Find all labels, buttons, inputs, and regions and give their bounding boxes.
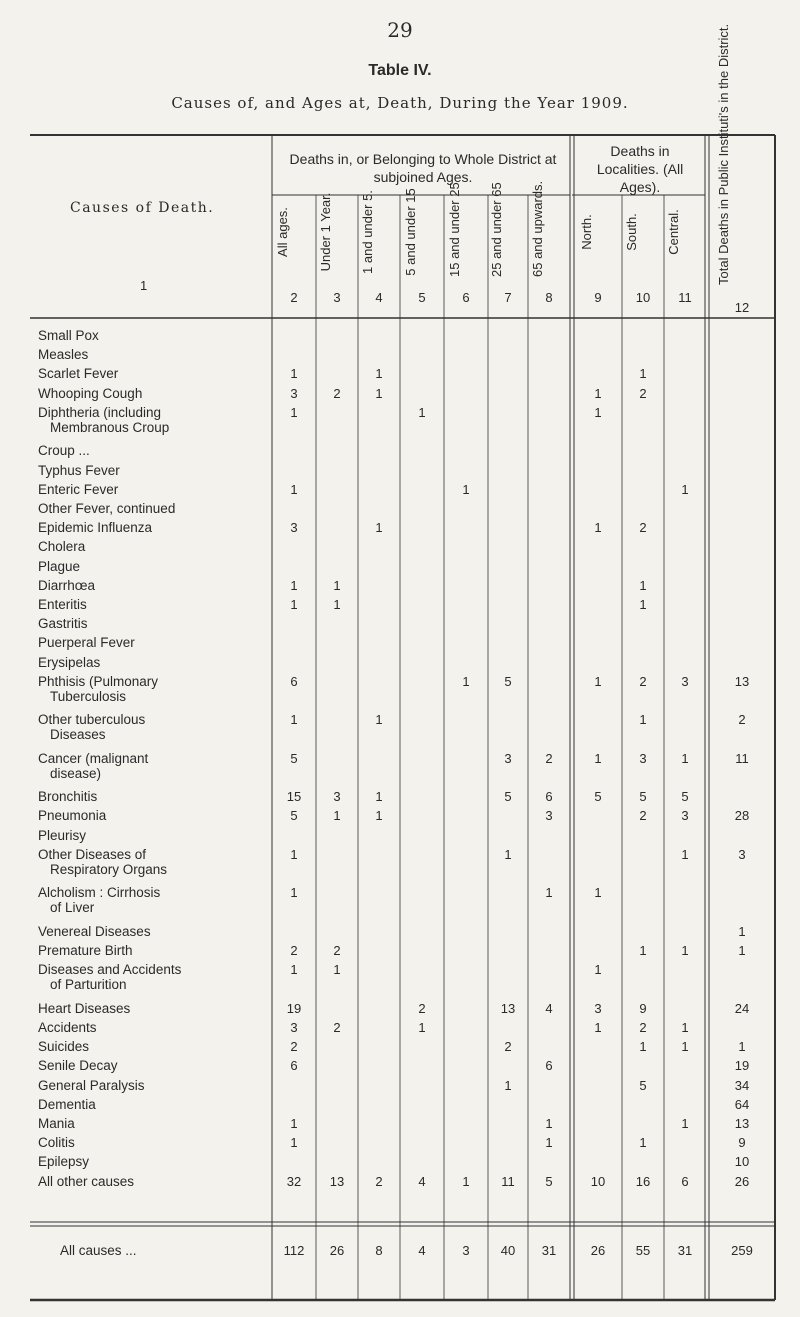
row-label bbox=[38, 751, 148, 781]
table-cell: 11 bbox=[501, 1173, 515, 1189]
table-cell: 1 bbox=[594, 385, 602, 401]
row-label bbox=[38, 847, 167, 877]
table-cell: 4 bbox=[418, 1173, 426, 1189]
table-cell: 13 bbox=[734, 673, 750, 689]
table-cell: 1 bbox=[462, 1173, 470, 1189]
table-cell: 5 bbox=[594, 789, 602, 805]
table-cell: 3 bbox=[504, 750, 512, 766]
row-label bbox=[38, 1135, 75, 1150]
table-cell: 1 bbox=[290, 1115, 298, 1131]
table-cell: 1 bbox=[290, 846, 298, 862]
row-label bbox=[38, 366, 118, 381]
column-number-12: 12 bbox=[734, 300, 750, 315]
row-label-line1: Epidemic Influenza bbox=[38, 520, 153, 536]
causes-column-number: 1 bbox=[140, 278, 148, 293]
row-label bbox=[38, 789, 97, 804]
table-cell: 1 bbox=[375, 789, 383, 805]
table-cell: 15 bbox=[286, 789, 302, 805]
table-cell: 2 bbox=[738, 712, 746, 728]
row-label-line1: Erysipelas bbox=[38, 654, 101, 670]
row-label-line1: Diarrhœa bbox=[38, 577, 96, 593]
column-header-4: 1 and under 5. bbox=[360, 190, 375, 274]
table-cell: 6 bbox=[290, 673, 298, 689]
table-cell: 2 bbox=[333, 943, 341, 958]
table-cell: 1 bbox=[738, 923, 746, 939]
table-cell: 26 bbox=[734, 1173, 750, 1189]
table-cell: 9 bbox=[639, 1000, 647, 1016]
table-cell: 5 bbox=[681, 789, 689, 805]
column-number-7: 7 bbox=[504, 290, 512, 305]
totals-cell: 31 bbox=[541, 1243, 557, 1258]
table-cell: 24 bbox=[734, 1000, 750, 1016]
column-header-7: 25 and under 65 bbox=[489, 182, 504, 277]
table-cell: 1 bbox=[639, 712, 647, 728]
table-cell: 1 bbox=[681, 1019, 689, 1035]
table-cell: 1 bbox=[504, 1077, 512, 1093]
table-cell: 34 bbox=[734, 1077, 750, 1093]
row-label-line1: Diphtheria (including bbox=[38, 404, 162, 420]
table-cell: 1 bbox=[738, 943, 746, 958]
row-label-line1: Other tuberculous bbox=[38, 712, 146, 728]
page-number: 29 bbox=[387, 18, 413, 42]
row-label bbox=[38, 328, 99, 343]
totals-label: All causes ... bbox=[60, 1243, 137, 1258]
table-cell: 4 bbox=[545, 1000, 553, 1016]
table-cell: 3 bbox=[545, 808, 553, 824]
table-cell: 1 bbox=[639, 1039, 647, 1055]
table-cell: 2 bbox=[333, 385, 341, 401]
table-cell: 1 bbox=[681, 1039, 689, 1055]
totals-cell: 55 bbox=[635, 1243, 651, 1258]
row-label bbox=[38, 1097, 96, 1112]
row-label-line1: Whooping Cough bbox=[38, 385, 143, 401]
row-label bbox=[38, 1039, 89, 1054]
table-cell: 1 bbox=[594, 750, 602, 766]
row-label-line1: General Paralysis bbox=[38, 1077, 145, 1093]
column-number-2: 2 bbox=[290, 290, 298, 305]
totals-cell: 4 bbox=[418, 1243, 426, 1258]
table-cell: 28 bbox=[734, 808, 750, 824]
table-cell: 2 bbox=[545, 750, 553, 766]
row-label-line1: Premature Birth bbox=[38, 943, 133, 958]
table-cell: 3 bbox=[290, 1019, 298, 1035]
row-label bbox=[38, 539, 85, 554]
table-cell: 1 bbox=[639, 577, 647, 593]
table-cell: 2 bbox=[290, 1039, 298, 1055]
row-label-line1: Alcholism : Cirrhosis bbox=[38, 885, 161, 901]
totals-cell: 8 bbox=[375, 1243, 383, 1258]
row-label-line1: Heart Diseases bbox=[38, 1000, 131, 1016]
column-number-5: 5 bbox=[418, 290, 426, 305]
row-label bbox=[38, 1020, 97, 1035]
row-label bbox=[38, 482, 118, 497]
row-label-line1: Puerperal Fever bbox=[38, 635, 135, 651]
table-cell: 1 bbox=[290, 577, 298, 593]
table-cell: 10 bbox=[734, 1154, 750, 1170]
row-label-line1: Small Pox bbox=[38, 328, 99, 343]
table-cell: 1 bbox=[738, 1039, 746, 1055]
row-label bbox=[38, 885, 160, 915]
row-label bbox=[38, 1154, 89, 1169]
table-cell: 5 bbox=[290, 750, 298, 766]
column-header-11: Central. bbox=[666, 209, 681, 255]
table-cell: 6 bbox=[681, 1173, 689, 1189]
row-label bbox=[38, 635, 135, 650]
row-label-line1: Enteric Fever bbox=[38, 481, 119, 497]
table-cell: 6 bbox=[545, 1058, 553, 1074]
table-cell: 2 bbox=[333, 1019, 341, 1035]
row-label-line2: disease) bbox=[50, 765, 102, 781]
row-label-line1: Colitis bbox=[38, 1135, 75, 1151]
ages-group-header: Deaths in, or Belonging to Whole District at subjoined Ages. bbox=[289, 151, 557, 185]
table-cell: 1 bbox=[545, 1135, 553, 1151]
row-label-line1: Cholera bbox=[38, 539, 86, 555]
table-cell: 2 bbox=[290, 943, 298, 958]
row-label bbox=[38, 655, 100, 670]
table-cell: 2 bbox=[418, 1000, 426, 1016]
table-cell: 9 bbox=[738, 1135, 746, 1151]
totals-cell: 3 bbox=[462, 1243, 470, 1258]
row-label-line1: Phthisis (Pulmonary bbox=[38, 673, 159, 689]
table-cell: 1 bbox=[333, 962, 341, 978]
table-cell: 1 bbox=[594, 520, 602, 536]
table-cell: 6 bbox=[545, 789, 553, 805]
table-cell: 1 bbox=[681, 481, 689, 497]
table-cell: 1 bbox=[375, 366, 383, 382]
row-label bbox=[38, 463, 120, 478]
row-label bbox=[38, 1001, 130, 1016]
table-cell: 1 bbox=[594, 404, 602, 420]
totals-cell: 26 bbox=[590, 1243, 606, 1258]
table-cell: 1 bbox=[290, 962, 298, 978]
row-label-line1: Enteritis bbox=[38, 596, 87, 612]
row-label bbox=[38, 559, 80, 574]
table-cell: 1 bbox=[333, 596, 341, 612]
table-cell: 6 bbox=[290, 1058, 298, 1074]
table-cell: 13 bbox=[500, 1000, 516, 1016]
table-cell: 1 bbox=[290, 885, 298, 901]
row-label-line1: Dementia bbox=[38, 1096, 96, 1112]
column-header-10: South. bbox=[624, 213, 639, 251]
table-cell: 2 bbox=[504, 1039, 512, 1055]
causes-of-death-header: Causes of Death. bbox=[70, 200, 215, 216]
column-number-4: 4 bbox=[375, 290, 383, 305]
table-cell: 64 bbox=[734, 1096, 750, 1112]
table-cell: 1 bbox=[375, 712, 383, 728]
column-number-3: 3 bbox=[333, 290, 341, 305]
row-label-line2: of Liver bbox=[50, 900, 95, 916]
table-cell: 5 bbox=[639, 1077, 647, 1093]
row-label-line1: Scarlet Fever bbox=[38, 366, 119, 382]
table-cell: 1 bbox=[375, 385, 383, 401]
table-cell: 5 bbox=[639, 789, 647, 805]
column-header-2: All ages. bbox=[275, 207, 290, 257]
table-cell: 1 bbox=[504, 846, 512, 862]
table-cell: 2 bbox=[639, 1019, 647, 1035]
table-cell: 1 bbox=[333, 577, 341, 593]
table-cell: 11 bbox=[735, 750, 749, 766]
row-label bbox=[38, 578, 95, 593]
table-subtitle: Causes of, and Ages at, Death, During the Year 1909. bbox=[171, 94, 629, 112]
table-cell: 3 bbox=[681, 808, 689, 824]
column-header-5: 5 and under 15 bbox=[403, 188, 418, 276]
row-label bbox=[38, 597, 87, 612]
table-cell: 3 bbox=[681, 673, 689, 689]
row-label-line1: Accidents bbox=[38, 1019, 97, 1035]
table-cell: 1 bbox=[290, 481, 298, 497]
row-label bbox=[38, 924, 151, 939]
row-label bbox=[38, 501, 175, 516]
table-cell: 1 bbox=[375, 808, 383, 824]
table-title: Table IV. bbox=[368, 62, 432, 79]
row-label-line1: Epilepsy bbox=[38, 1154, 90, 1170]
row-label-line1: Mania bbox=[38, 1115, 75, 1131]
column-number-8: 8 bbox=[545, 290, 553, 305]
table-cell: 19 bbox=[286, 1000, 302, 1016]
row-label bbox=[38, 674, 158, 704]
row-label-line1: Measles bbox=[38, 347, 89, 363]
table-cell: 2 bbox=[639, 808, 647, 824]
row-label-line1: Pneumonia bbox=[38, 808, 107, 824]
row-label bbox=[38, 943, 133, 958]
row-label-line2: Membranous Croup bbox=[50, 419, 170, 435]
table-cell: 2 bbox=[375, 1173, 383, 1189]
table-cell: 1 bbox=[639, 366, 647, 382]
row-label-line1: Other Fever, continued bbox=[38, 500, 176, 516]
row-label bbox=[38, 443, 90, 458]
row-label-line1: Gastritis bbox=[38, 616, 88, 632]
table-cell: 1 bbox=[418, 404, 426, 420]
table-cell: 32 bbox=[286, 1173, 302, 1189]
table-cell: 3 bbox=[290, 385, 298, 401]
row-label bbox=[38, 616, 88, 631]
row-label-line1: Plague bbox=[38, 558, 81, 574]
table-cell: 3 bbox=[594, 1000, 602, 1016]
table-cell: 16 bbox=[635, 1173, 651, 1189]
table-cell: 1 bbox=[639, 943, 647, 958]
table-cell: 1 bbox=[594, 962, 602, 978]
table-cell: 3 bbox=[290, 520, 298, 536]
table-cell: 5 bbox=[504, 673, 512, 689]
table-cell: 13 bbox=[329, 1173, 345, 1189]
row-label bbox=[38, 405, 169, 435]
table-cell: 1 bbox=[290, 1135, 298, 1151]
row-label-line1: All other causes bbox=[38, 1173, 135, 1189]
table-cell: 1 bbox=[290, 366, 298, 382]
table-cell: 10 bbox=[590, 1173, 606, 1189]
row-label-line1: Diseases and Accidents bbox=[38, 962, 182, 978]
row-label bbox=[38, 1058, 118, 1073]
row-label bbox=[38, 1078, 145, 1093]
table-cell: 1 bbox=[290, 712, 298, 728]
table-cell: 5 bbox=[290, 808, 298, 824]
row-label-line1: Croup ... bbox=[38, 443, 90, 459]
table-cell: 2 bbox=[639, 673, 647, 689]
column-header-9: North. bbox=[579, 214, 594, 250]
table-cell: 1 bbox=[594, 885, 602, 901]
table-cell: 2 bbox=[639, 385, 647, 401]
row-label-line2: Tuberculosis bbox=[50, 688, 127, 704]
table-cell: 2 bbox=[639, 520, 647, 536]
table-cell: 1 bbox=[681, 846, 689, 862]
row-label-line2: Diseases bbox=[50, 727, 106, 743]
table-cell: 1 bbox=[681, 1115, 689, 1131]
row-label-line2: Respiratory Organs bbox=[50, 861, 168, 877]
row-label-line1: Pleurisy bbox=[38, 827, 87, 843]
row-label-line1: Bronchitis bbox=[38, 789, 98, 805]
column-header-8: 65 and upwards. bbox=[530, 180, 545, 277]
table-cell: 1 bbox=[681, 750, 689, 766]
table-cell: 1 bbox=[681, 943, 689, 958]
table-cell: 3 bbox=[738, 846, 746, 862]
localities-group-header: Deaths in Localities. (All Ages). bbox=[596, 143, 684, 195]
table-cell: 1 bbox=[333, 808, 341, 824]
table-cell: 1 bbox=[594, 673, 602, 689]
totals-cell: 31 bbox=[677, 1243, 693, 1258]
table-cell: 1 bbox=[462, 673, 470, 689]
table-cell: 5 bbox=[504, 789, 512, 805]
row-label-line1: Cancer (malignant bbox=[38, 750, 149, 766]
column-header-3: Under 1 Year. bbox=[318, 192, 333, 272]
table-cell: 1 bbox=[290, 404, 298, 420]
row-label bbox=[38, 520, 152, 535]
table-cell: 1 bbox=[545, 885, 553, 901]
table-cell: 19 bbox=[734, 1058, 750, 1074]
row-label-line1: Suicides bbox=[38, 1039, 90, 1055]
table-cell: 1 bbox=[639, 596, 647, 612]
row-label bbox=[38, 1174, 134, 1189]
table-cell: 13 bbox=[734, 1115, 750, 1131]
row-label bbox=[38, 962, 181, 992]
row-label bbox=[38, 808, 106, 823]
table-cell: 1 bbox=[639, 1135, 647, 1151]
row-label-line1: Other Diseases of bbox=[38, 846, 147, 862]
table-cell: 1 bbox=[545, 1115, 553, 1131]
row-label-line1: Venereal Diseases bbox=[38, 923, 151, 939]
table-cell: 1 bbox=[418, 1019, 426, 1035]
row-label bbox=[38, 828, 86, 843]
totals-cell: 26 bbox=[329, 1243, 345, 1258]
column-number-10: 10 bbox=[635, 290, 651, 305]
row-label-line1: Typhus Fever bbox=[38, 462, 120, 478]
row-label bbox=[38, 712, 145, 742]
totals-cell: 112 bbox=[283, 1243, 305, 1258]
column-number-6: 6 bbox=[462, 290, 470, 305]
column-header-6: 15 and under 25 bbox=[447, 182, 462, 277]
totals-cell: 259 bbox=[731, 1243, 753, 1258]
row-label bbox=[38, 1116, 75, 1131]
row-label bbox=[38, 347, 88, 362]
totals-cell: 40 bbox=[500, 1243, 516, 1258]
table-cell: 1 bbox=[594, 1019, 602, 1035]
table-cell: 5 bbox=[545, 1173, 553, 1189]
table-cell: 3 bbox=[333, 789, 341, 805]
table-cell: 1 bbox=[462, 481, 470, 497]
table-cell: 1 bbox=[375, 520, 383, 536]
column-header-12: Total Deaths in Public Instituti's in the District. bbox=[716, 23, 731, 285]
column-number-11: 11 bbox=[678, 290, 692, 305]
table-cell: 3 bbox=[639, 750, 647, 766]
row-label-line1: Senile Decay bbox=[38, 1058, 118, 1074]
column-number-9: 9 bbox=[594, 290, 602, 305]
table-cell: 1 bbox=[290, 596, 298, 612]
row-label-line2: of Parturition bbox=[50, 977, 127, 993]
row-label bbox=[38, 386, 142, 401]
